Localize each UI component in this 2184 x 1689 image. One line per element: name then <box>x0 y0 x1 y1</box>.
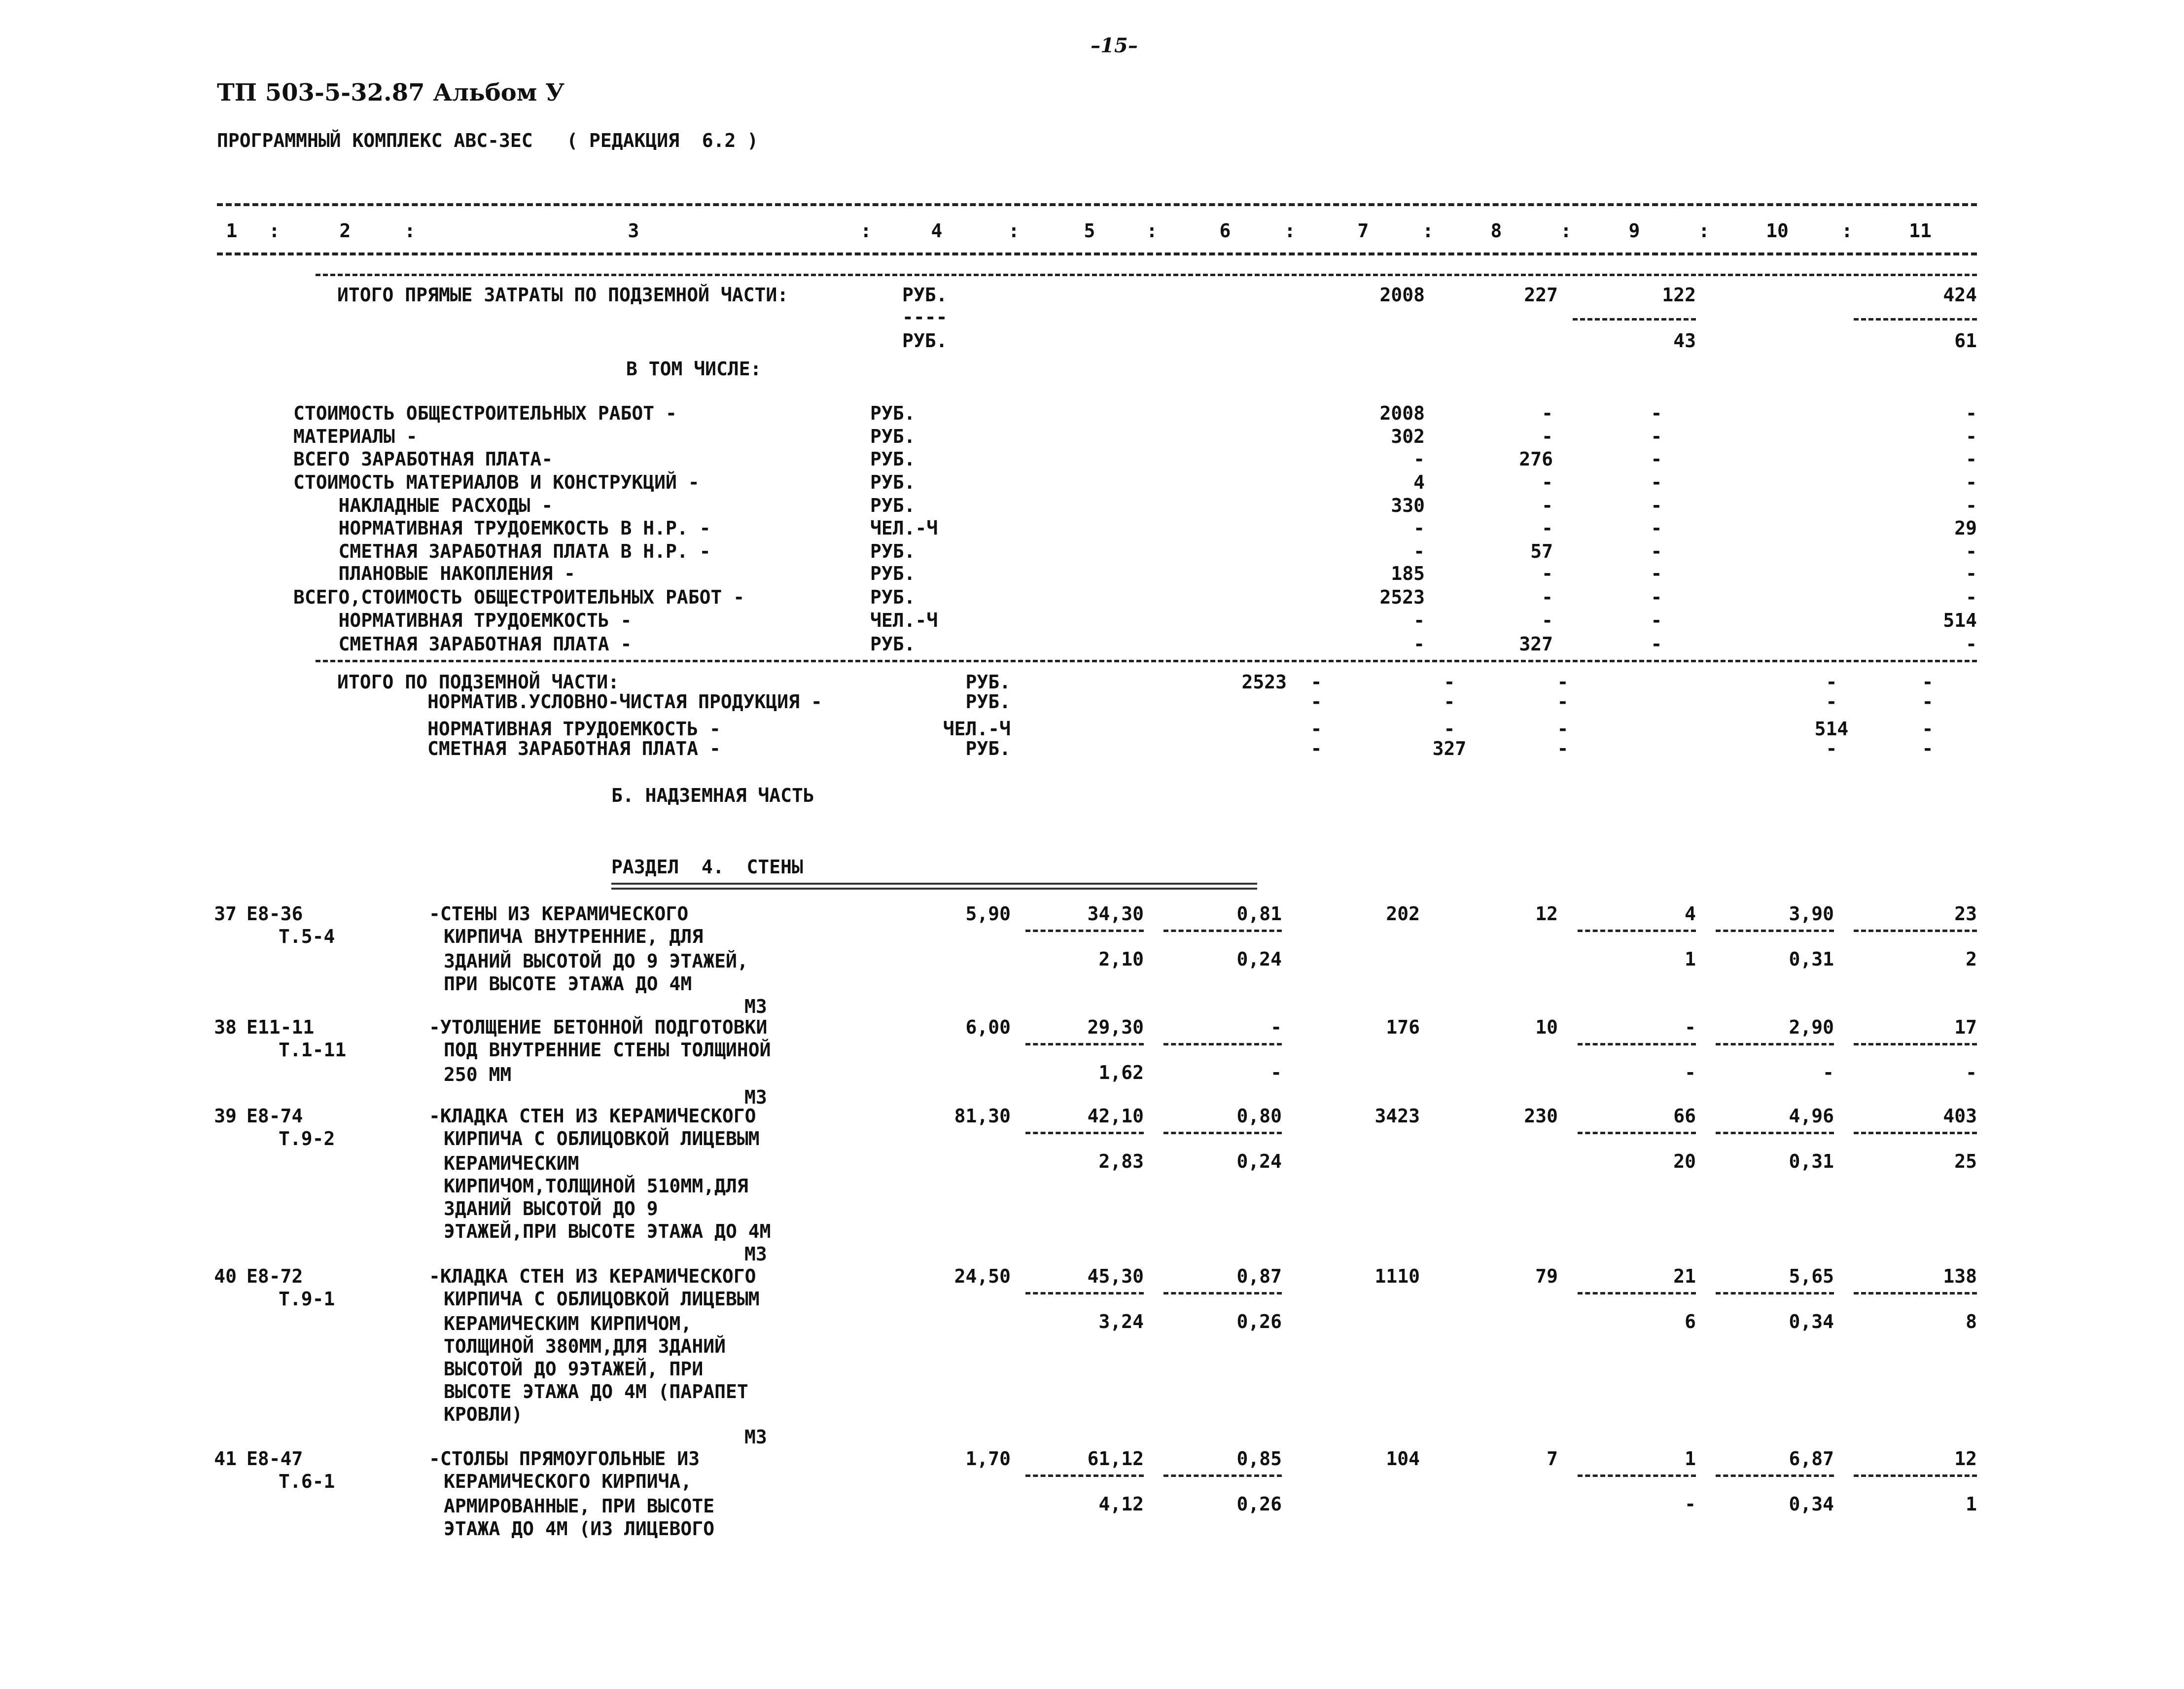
item-col6-wage: 0,26 <box>1236 1311 1282 1332</box>
item-col11-wage: 8 <box>1966 1311 1977 1332</box>
breakdown-col7: 330 <box>1391 495 1425 516</box>
item-col11-rule <box>1854 1292 1977 1294</box>
item-col6: 0,81 <box>1236 903 1282 925</box>
breakdown-col11: - <box>1966 402 1977 424</box>
item-unit: М3 <box>744 1086 767 1108</box>
breakdown-col9: - <box>1651 495 1662 516</box>
item-col9: 21 <box>1673 1265 1696 1287</box>
breakdown-label: СМЕТНАЯ ЗАРАБОТНАЯ ПЛАТА - <box>293 633 632 655</box>
section-b-heading: Б. НАДЗЕМНАЯ ЧАСТЬ <box>611 785 814 806</box>
item-col6-wage: - <box>1270 1062 1282 1083</box>
breakdown-col8: - <box>1542 610 1553 631</box>
item-description-line: КИРПИЧА ВНУТРЕННИЕ, ДЛЯ <box>444 926 704 947</box>
column-separator: : <box>269 220 280 242</box>
item-col6: - <box>1270 1016 1282 1038</box>
breakdown-col11: - <box>1966 563 1977 584</box>
item-col8: 10 <box>1535 1016 1558 1038</box>
item-col10-rule <box>1716 1474 1834 1477</box>
column-header-3: 3 <box>628 220 639 242</box>
item-number: 40 <box>214 1265 237 1287</box>
breakdown-label: ПЛАНОВЫЕ НАКОПЛЕНИЯ - <box>293 563 575 584</box>
totals-col9-rule <box>1573 318 1696 321</box>
underground-total-label: НОРМАТИВНАЯ ТРУДОЕМКОСТЬ - <box>337 718 721 740</box>
item-code: Е8-36 <box>247 903 303 925</box>
breakdown-col9: - <box>1651 426 1662 447</box>
item-description-line: ЭТАЖА ДО 4М (ИЗ ЛИЦЕВОГО <box>444 1518 715 1540</box>
breakdown-col7: 302 <box>1391 426 1425 447</box>
totals-direct-v8: 227 <box>1524 284 1558 306</box>
item-col11-wage: 25 <box>1954 1150 1977 1172</box>
item-col6: 0,85 <box>1236 1448 1282 1470</box>
totals-direct-unit: РУБ. <box>902 284 948 306</box>
column-header-10: 10 <box>1766 220 1789 242</box>
item-code: Е8-47 <box>247 1448 303 1470</box>
item-col10: 5,65 <box>1789 1265 1834 1287</box>
column-header-7: 7 <box>1357 220 1369 242</box>
page-number: –15– <box>1091 34 1138 57</box>
breakdown-col11: - <box>1966 426 1977 447</box>
item-description-line: КЕРАМИЧЕСКИМ <box>444 1152 579 1174</box>
column-separator: : <box>1146 220 1158 242</box>
breakdown-col8: 57 <box>1530 540 1553 562</box>
underground-total-col8: - <box>1444 691 1455 713</box>
underground-total-unit: РУБ. <box>965 691 1011 713</box>
breakdown-unit: РУБ. <box>870 563 916 584</box>
item-description-line: 250 ММ <box>444 1064 512 1085</box>
item-unit: М3 <box>744 996 767 1017</box>
header-bottom-rule <box>217 252 1977 255</box>
breakdown-col8: - <box>1542 402 1553 424</box>
breakdown-col7: - <box>1413 517 1425 539</box>
item-number: 37 <box>214 903 237 925</box>
breakdown-col7: - <box>1413 448 1425 470</box>
breakdown-col7: 4 <box>1413 471 1425 493</box>
item-col5-wage: 4,12 <box>1098 1493 1144 1515</box>
column-header-11: 11 <box>1909 220 1932 242</box>
item-description-line: -УТОЛЩЕНИЕ БЕТОННОЙ ПОДГОТОВКИ <box>429 1016 768 1038</box>
breakdown-col11: - <box>1966 495 1977 516</box>
underground-total-col8: 327 <box>1432 738 1467 759</box>
item-col11: 12 <box>1954 1448 1977 1470</box>
item-col10-rule <box>1716 1132 1834 1134</box>
item-col11-wage: 1 <box>1966 1493 1977 1515</box>
underground-total-col7: - <box>1310 671 1322 693</box>
breakdown-label: СМЕТНАЯ ЗАРАБОТНАЯ ПЛАТА В Н.Р. - <box>293 540 711 562</box>
item-col8: 7 <box>1547 1448 1558 1470</box>
breakdown-unit: РУБ. <box>870 448 916 470</box>
item-description-line: ВЫСОТЕ ЭТАЖА ДО 4М (ПАРАПЕТ <box>444 1381 748 1402</box>
underground-total-unit: РУБ. <box>965 738 1011 759</box>
item-col10-wage: 0,31 <box>1789 948 1834 970</box>
item-col7: 1110 <box>1374 1265 1420 1287</box>
breakdown-col7: - <box>1413 540 1425 562</box>
totals-direct-v11b: 61 <box>1954 330 1977 352</box>
breakdown-unit: РУБ. <box>870 495 916 516</box>
breakdown-label: ВСЕГО ЗАРАБОТНАЯ ПЛАТА- <box>293 448 553 470</box>
including-heading: В ТОМ ЧИСЛЕ: <box>626 358 762 380</box>
item-col9-wage: 20 <box>1673 1150 1696 1172</box>
breakdown-col11: 514 <box>1943 610 1977 631</box>
breakdown-unit: ЧЕЛ.-Ч <box>870 517 938 539</box>
item-col11-rule <box>1854 1474 1977 1477</box>
item-description-line: ПОД ВНУТРЕННИЕ СТЕНЫ ТОЛЩИНОЙ <box>444 1039 771 1061</box>
item-col11-rule <box>1854 930 1977 932</box>
breakdown-col9: - <box>1651 448 1662 470</box>
item-col5-wage: 3,24 <box>1098 1311 1144 1332</box>
item-col9-rule <box>1578 930 1696 932</box>
item-col9: 1 <box>1685 1448 1696 1470</box>
item-description-line: ЗДАНИЙ ВЫСОТОЙ ДО 9 <box>444 1198 658 1220</box>
item-col6-wage: 0,24 <box>1236 1150 1282 1172</box>
underground-total-col8: - <box>1444 718 1455 740</box>
breakdown-unit: РУБ. <box>870 426 916 447</box>
item-col5: 34,30 <box>1087 903 1144 925</box>
item-col10-wage: 0,34 <box>1789 1311 1834 1332</box>
underground-total-col9: - <box>1557 691 1569 713</box>
breakdown-col8: - <box>1542 495 1553 516</box>
item-description-line: -КЛАДКА СТЕН ИЗ КЕРАМИЧЕСКОГО <box>429 1105 756 1127</box>
totals-direct-unit-dash: ---- <box>902 306 948 328</box>
breakdown-col11: - <box>1966 540 1977 562</box>
column-header-1: 1 <box>226 220 238 242</box>
item-description-line: АРМИРОВАННЫЕ, ПРИ ВЫСОТЕ <box>444 1495 715 1517</box>
item-description-line: -СТЕНЫ ИЗ КЕРАМИЧЕСКОГО <box>429 903 689 925</box>
item-unit: М3 <box>744 1243 767 1265</box>
breakdown-label: НОРМАТИВНАЯ ТРУДОЕМКОСТЬ - <box>293 610 632 631</box>
breakdown-unit: РУБ. <box>870 633 916 655</box>
item-col4: 5,90 <box>965 903 1011 925</box>
item-description-line: КИРПИЧОМ,ТОЛЩИНОЙ 510ММ,ДЛЯ <box>444 1175 748 1197</box>
item-col5: 29,30 <box>1087 1016 1144 1038</box>
item-col10-rule <box>1716 930 1834 932</box>
razdel-heading: РАЗДЕЛ 4. СТЕНЫ <box>611 856 803 878</box>
item-col6-rule <box>1163 930 1282 932</box>
breakdown-col8: - <box>1542 563 1553 584</box>
item-col7: 104 <box>1386 1448 1420 1470</box>
breakdown-col9: - <box>1651 402 1662 424</box>
item-description-line: КИРПИЧА С ОБЛИЦОВКОЙ ЛИЦЕВЫМ <box>444 1128 760 1150</box>
breakdown-col8: - <box>1542 471 1553 493</box>
totals-direct-v7: 2008 <box>1379 284 1425 306</box>
item-col6: 0,80 <box>1236 1105 1282 1127</box>
item-col7: 3423 <box>1374 1105 1420 1127</box>
underground-total-col10: - <box>1826 738 1837 759</box>
item-col5-rule <box>1025 1132 1144 1134</box>
item-description-line: ТОЛЩИНОЙ 380ММ,ДЛЯ ЗДАНИЙ <box>444 1335 726 1357</box>
item-description-line: ЗДАНИЙ ВЫСОТОЙ ДО 9 ЭТАЖЕЙ, <box>444 950 748 972</box>
item-col5-rule <box>1025 1292 1144 1294</box>
breakdown-col11: - <box>1966 448 1977 470</box>
item-description-line: КЕРАМИЧЕСКИМ КИРПИЧОМ, <box>444 1313 692 1334</box>
column-separator: : <box>1698 220 1710 242</box>
breakdown-col9: - <box>1651 586 1662 608</box>
item-table-ref: Т.9-1 <box>279 1288 335 1310</box>
column-separator: : <box>1422 220 1434 242</box>
underground-total-col9: - <box>1557 671 1569 693</box>
underground-total-unit: ЧЕЛ.-Ч <box>943 718 1011 740</box>
breakdown-col7: 2523 <box>1379 586 1425 608</box>
breakdown-label: МАТЕРИАЛЫ - <box>293 426 418 447</box>
breakdown-bottom-rule <box>316 660 1977 662</box>
underground-total-col10: 514 <box>1814 718 1849 740</box>
underground-total-label: ИТОГО ПО ПОДЗЕМНОЙ ЧАСТИ: <box>337 671 619 693</box>
item-code: Е8-74 <box>247 1105 303 1127</box>
underground-total-col11: - <box>1922 738 1934 759</box>
item-col11-wage: 2 <box>1966 948 1977 970</box>
breakdown-col8: - <box>1542 586 1553 608</box>
totals-direct-v9: 122 <box>1662 284 1696 306</box>
underground-total-col8: - <box>1444 671 1455 693</box>
item-col10: 2,90 <box>1789 1016 1834 1038</box>
item-col11-wage: - <box>1966 1062 1977 1083</box>
item-col5-wage: 2,83 <box>1098 1150 1144 1172</box>
item-description-line: -КЛАДКА СТЕН ИЗ КЕРАМИЧЕСКОГО <box>429 1265 756 1287</box>
underground-total-col9: - <box>1557 718 1569 740</box>
item-col9-rule <box>1578 1292 1696 1294</box>
item-code: Е8-72 <box>247 1265 303 1287</box>
item-col8: 12 <box>1535 903 1558 925</box>
item-col10-wage: - <box>1823 1062 1834 1083</box>
item-description-line: ЭТАЖЕЙ,ПРИ ВЫСОТЕ ЭТАЖА ДО 4М <box>444 1221 771 1242</box>
breakdown-col9: - <box>1651 540 1662 562</box>
item-col6: 0,87 <box>1236 1265 1282 1287</box>
item-col6-wage: 0,24 <box>1236 948 1282 970</box>
item-col6-wage: 0,26 <box>1236 1493 1282 1515</box>
underground-total-col11: - <box>1922 718 1934 740</box>
item-col9-wage: - <box>1685 1062 1696 1083</box>
item-col9-wage: 1 <box>1685 948 1696 970</box>
column-separator: : <box>1284 220 1296 242</box>
breakdown-col8: - <box>1542 517 1553 539</box>
item-description-line: ПРИ ВЫСОТЕ ЭТАЖА ДО 4М <box>444 973 692 995</box>
item-col6-rule <box>1163 1292 1282 1294</box>
totals-direct-v11: 424 <box>1943 284 1977 306</box>
item-col10: 4,96 <box>1789 1105 1834 1127</box>
item-col11: 138 <box>1943 1265 1977 1287</box>
item-col9-rule <box>1578 1043 1696 1045</box>
column-header-5: 5 <box>1084 220 1095 242</box>
item-col9: 4 <box>1685 903 1696 925</box>
item-col10-rule <box>1716 1043 1834 1045</box>
item-number: 38 <box>214 1016 237 1038</box>
item-col6-rule <box>1163 1474 1282 1477</box>
item-col4: 6,00 <box>965 1016 1011 1038</box>
breakdown-col7: 185 <box>1391 563 1425 584</box>
item-col5: 42,10 <box>1087 1105 1144 1127</box>
item-description-line: КЕРАМИЧЕСКОГО КИРПИЧА, <box>444 1471 692 1492</box>
underground-total-col10: - <box>1826 671 1837 693</box>
item-code: Е11-11 <box>247 1016 315 1038</box>
header-top-rule <box>217 203 1977 206</box>
item-col4: 81,30 <box>954 1105 1011 1127</box>
item-col11-rule <box>1854 1132 1977 1134</box>
breakdown-unit: ЧЕЛ.-Ч <box>870 610 938 631</box>
item-description-line: ВЫСОТОЙ ДО 9ЭТАЖЕЙ, ПРИ <box>444 1358 704 1380</box>
item-col11: 403 <box>1943 1105 1977 1127</box>
breakdown-col8: 276 <box>1519 448 1553 470</box>
item-col10: 3,90 <box>1789 903 1834 925</box>
item-number: 39 <box>214 1105 237 1127</box>
item-table-ref: Т.1-11 <box>279 1039 347 1061</box>
item-col8: 79 <box>1535 1265 1558 1287</box>
breakdown-label: СТОИМОСТЬ МАТЕРИАЛОВ И КОНСТРУКЦИЙ - <box>293 471 700 493</box>
item-col11-rule <box>1854 1043 1977 1045</box>
breakdown-col11: - <box>1966 633 1977 655</box>
item-col7: 176 <box>1386 1016 1420 1038</box>
item-col10: 6,87 <box>1789 1448 1834 1470</box>
breakdown-col7: 2008 <box>1379 402 1425 424</box>
item-col5-rule <box>1025 1043 1144 1045</box>
column-separator: : <box>860 220 872 242</box>
item-col8: 230 <box>1524 1105 1558 1127</box>
underground-total-col7: - <box>1310 738 1322 759</box>
underground-total-col9: - <box>1557 738 1569 759</box>
breakdown-col9: - <box>1651 633 1662 655</box>
item-unit: М3 <box>744 1426 767 1448</box>
underground-total-col7: - <box>1310 691 1322 713</box>
item-table-ref: Т.9-2 <box>279 1128 335 1150</box>
breakdown-col7: - <box>1413 633 1425 655</box>
item-col9: - <box>1685 1016 1696 1038</box>
item-col6-rule <box>1163 1043 1282 1045</box>
item-col9: 66 <box>1673 1105 1696 1127</box>
item-col9-wage: - <box>1685 1493 1696 1515</box>
breakdown-col9: - <box>1651 517 1662 539</box>
item-description-line: КРОВЛИ) <box>444 1403 523 1425</box>
item-col5-rule <box>1025 1474 1144 1477</box>
column-header-4: 4 <box>931 220 943 242</box>
breakdown-col8: 327 <box>1519 633 1553 655</box>
breakdown-col11: - <box>1966 586 1977 608</box>
underground-total-col11: - <box>1922 671 1934 693</box>
column-separator: : <box>1560 220 1572 242</box>
underground-total-col7: - <box>1310 718 1322 740</box>
totals-top-rule <box>316 274 1977 276</box>
item-col9-rule <box>1578 1132 1696 1134</box>
breakdown-col11: 29 <box>1954 517 1977 539</box>
column-separator: : <box>404 220 416 242</box>
item-number: 41 <box>214 1448 237 1470</box>
item-col5-wage: 1,62 <box>1098 1062 1144 1083</box>
item-col5: 61,12 <box>1087 1448 1144 1470</box>
item-col9-rule <box>1578 1474 1696 1477</box>
program-line: ПРОГРАММНЫЙ КОМПЛЕКС АВС-3ЕС ( РЕДАКЦИЯ 6.2 ) <box>217 130 759 151</box>
razdel-double-rule <box>611 883 1257 890</box>
item-col10-rule <box>1716 1292 1834 1294</box>
item-col9-wage: 6 <box>1685 1311 1696 1332</box>
breakdown-col9: - <box>1651 471 1662 493</box>
breakdown-unit: РУБ. <box>870 586 916 608</box>
column-header-8: 8 <box>1490 220 1502 242</box>
item-table-ref: Т.5-4 <box>279 926 335 947</box>
breakdown-unit: РУБ. <box>870 540 916 562</box>
item-col11: 17 <box>1954 1016 1977 1038</box>
document-title: ТП 503-5-32.87 Альбом У <box>217 79 565 107</box>
column-header-6: 6 <box>1219 220 1231 242</box>
breakdown-label: ВСЕГО,СТОИМОСТЬ ОБЩЕСТРОИТЕЛЬНЫХ РАБОТ - <box>293 586 745 608</box>
breakdown-col9: - <box>1651 610 1662 631</box>
column-separator: : <box>1841 220 1853 242</box>
totals-col11-rule <box>1854 318 1977 321</box>
breakdown-col7: - <box>1413 610 1425 631</box>
underground-total-col6: 2523 <box>1241 671 1287 693</box>
breakdown-col11: - <box>1966 471 1977 493</box>
totals-direct-label: ИТОГО ПРЯМЫЕ ЗАТРАТЫ ПО ПОДЗЕМНОЙ ЧАСТИ: <box>337 284 789 306</box>
item-col10-wage: 0,31 <box>1789 1150 1834 1172</box>
underground-total-col11: - <box>1922 691 1934 713</box>
underground-total-unit: РУБ. <box>965 671 1011 693</box>
item-col5: 45,30 <box>1087 1265 1144 1287</box>
column-header-9: 9 <box>1628 220 1640 242</box>
breakdown-label: НАКЛАДНЫЕ РАСХОДЫ - <box>293 495 553 516</box>
totals-direct-v9b: 43 <box>1673 330 1696 352</box>
totals-direct-unit2: РУБ. <box>902 330 948 352</box>
item-description-line: -СТОЛБЫ ПРЯМОУГОЛЬНЫЕ ИЗ <box>429 1448 700 1470</box>
underground-total-col10: - <box>1826 691 1837 713</box>
underground-total-label: СМЕТНАЯ ЗАРАБОТНАЯ ПЛАТА - <box>337 738 721 759</box>
item-col7: 202 <box>1386 903 1420 925</box>
item-col5-wage: 2,10 <box>1098 948 1144 970</box>
item-col10-wage: 0,34 <box>1789 1493 1834 1515</box>
item-col4: 24,50 <box>954 1265 1011 1287</box>
breakdown-label: НОРМАТИВНАЯ ТРУДОЕМКОСТЬ В Н.Р. - <box>293 517 711 539</box>
item-table-ref: Т.6-1 <box>279 1471 335 1492</box>
underground-total-label: НОРМАТИВ.УСЛОВНО-ЧИСТАЯ ПРОДУКЦИЯ - <box>337 691 822 713</box>
item-description-line: КИРПИЧА С ОБЛИЦОВКОЙ ЛИЦЕВЫМ <box>444 1288 760 1310</box>
item-col11: 23 <box>1954 903 1977 925</box>
breakdown-col9: - <box>1651 563 1662 584</box>
breakdown-label: СТОИМОСТЬ ОБЩЕСТРОИТЕЛЬНЫХ РАБОТ - <box>293 402 677 424</box>
item-col4: 1,70 <box>965 1448 1011 1470</box>
breakdown-col8: - <box>1542 426 1553 447</box>
item-col6-rule <box>1163 1132 1282 1134</box>
item-col5-rule <box>1025 930 1144 932</box>
column-separator: : <box>1008 220 1020 242</box>
column-header-2: 2 <box>339 220 351 242</box>
breakdown-unit: РУБ. <box>870 471 916 493</box>
breakdown-unit: РУБ. <box>870 402 916 424</box>
